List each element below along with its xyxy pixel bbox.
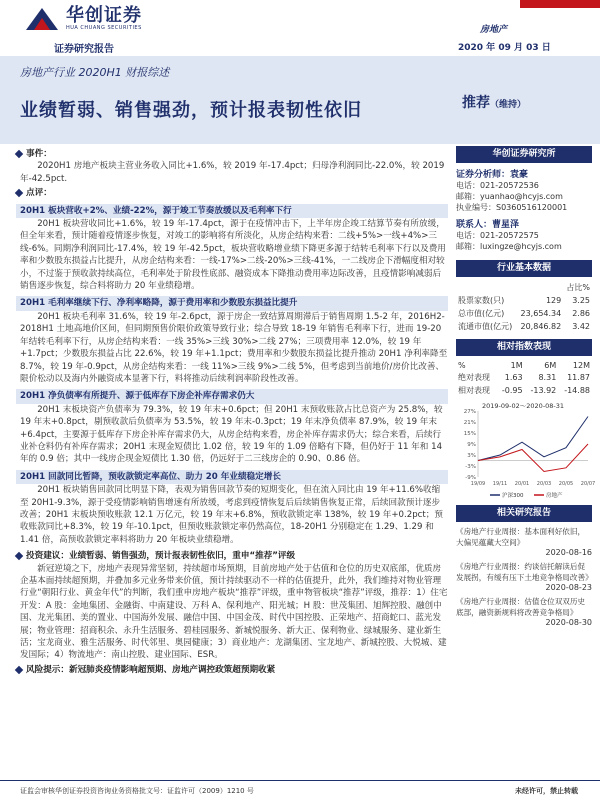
legend-label: 房地产 xyxy=(546,493,563,499)
footer-disclaimer: 证监会审核华创证券投资咨询业务资格批文号：证监许可（2009）1210 号 xyxy=(20,787,254,795)
rating-label xyxy=(462,92,526,112)
series-line-1 xyxy=(478,444,588,472)
relative-performance-chart xyxy=(456,401,596,499)
report-date: 2020 年 09 月 03 日 xyxy=(458,43,551,53)
page-footer xyxy=(0,780,600,800)
chart-caption: 2019-09-02～2020-08-31 xyxy=(482,402,565,410)
x-tick-label: 20/01 xyxy=(514,481,530,487)
perf-heading: 相对指数表现 xyxy=(456,339,592,356)
table-row: 绝对表现 1.63 8.31 11.87 xyxy=(458,373,590,382)
footer-copyright: 未经许可，禁止转载 xyxy=(515,787,578,795)
x-tick-label: 20/05 xyxy=(558,481,574,487)
report-type: 证券研究报告 xyxy=(54,44,114,55)
risk-line: 风险提示： 新冠肺炎疫情影响超预期、房地产调控政策超预期收紧 xyxy=(16,664,448,676)
x-tick-label: 20/03 xyxy=(536,481,552,487)
analyst-name: 袁豪 xyxy=(510,170,529,180)
y-tick-label: -3% xyxy=(465,464,476,470)
sidebar xyxy=(456,146,596,627)
report-subtitle: 房地产行业 2020H1 财报综述 xyxy=(20,66,170,79)
table-row: 股票家数(只) 129 3.25 xyxy=(458,296,590,305)
related-report-date: 2020-08-30 xyxy=(545,618,592,627)
table-row: 占比% xyxy=(566,283,590,292)
section-heading: 20H1 回款同比暂降，预收款锁定率高位、助力 20 年业绩稳定增长 xyxy=(16,470,448,484)
institute-heading: 华创证券研究所 xyxy=(456,146,592,163)
related-report-date: 2020-08-16 xyxy=(545,548,592,557)
risk-text: 新冠肺炎疫情影响超预期、房地产调控政策超预期收紧 xyxy=(68,664,276,675)
points-heading: 点评： xyxy=(16,187,448,199)
table-row: % 1M 6M 12M xyxy=(458,361,590,370)
section-text: 20H1 末板块资产负债率为 79.3%，较 19 年末+0.6pct；但 20H1 末预收账款占比总资产为 25.8%，较 19 年末+0.8pct，剔预收款后负债率为 53.5%，较 19 年末-0.3pct；19 年末净负债率 87.9%，较 19 年末+6.4pct，主要源于低库存下房企补库存需求仍大，从房企结构来看，房企补库存需求仍大；综合来看，后续行业补仓料仍有补库存需求；20H1 末现金短债比 1.02 倍，较 19 年的 1.09 倍略有下降，但仍好于 11 年和 14 年的 0.9 倍；其中一线房企现金短债比 1.30 倍，仍远好于二三线房企的 0.90、0.86 倍。 xyxy=(20,404,443,465)
section-heading: 20H1 板块营收+2%、业绩-22%，源于竣工节奏放缓以及毛利率下行 xyxy=(16,204,448,218)
logo-en-text: HUA CHUANG SECURITIES xyxy=(66,25,142,31)
contact-tel: 电话：021-20572575 xyxy=(456,231,539,240)
x-tick-label: 20/07 xyxy=(580,481,596,487)
company-logo xyxy=(24,6,142,32)
report-header xyxy=(0,0,600,60)
related-report-date: 2020-08-23 xyxy=(545,583,592,592)
y-tick-label: 3% xyxy=(467,453,476,459)
contact-email[interactable]: 邮箱：luxingze@hcyjs.com xyxy=(456,242,562,251)
sector-label: 房地产 xyxy=(480,25,508,35)
section-heading: 20H1 毛利率继续下行、净利率略降，源于费用率和少数股东损益比提升 xyxy=(16,296,448,310)
chart-svg xyxy=(456,401,596,501)
basic-data-heading: 行业基本数据 xyxy=(456,260,592,277)
related-report-link[interactable]: 《房地产行业周报：基本面利好依旧，大偏见蕴藏大空间》 xyxy=(456,527,586,547)
section-text: 20H1 板块毛利率 31.6%，较 19 年-2.6pct，源于房企一致结算周期滞后于销售周期 1.5-2 年，2016H2-2018H1 土地高地价区间，但同期预售价限价政策导致行业；综合导致 18-19 年销售毛利率下行，进而 19-20 年结转毛利率下行，从房企结构来看：一线 35%>三线 30%>二线 27%；三项费用率 12.0%，较 19 年+1.7pct；少数股东损益占比 22.6%，较 19 年+1.1pct；费用率和少数股东损益比提升推动 20H1 净利率降至 8.7%，较 19 年-0.9pct，从房企结构来看：一线 11%>三线 9%>二线 5%，但考虑到当前地价/房价比改善、限价松动以及海内外融资成本显著下行，料将推动后续利润率阶段性改善。 xyxy=(20,311,448,384)
perf-table xyxy=(456,360,592,397)
contact-name: 曹星泽 xyxy=(492,220,520,230)
advice-heading: 投资建议：业绩暂弱、销售强劲，预计报表韧性依旧，重申“推荐”评级 xyxy=(16,550,448,562)
analyst-tel: 电话：021-20572536 xyxy=(456,181,539,190)
report-title: 业绩暂弱、销售强劲，预计报表韧性依旧 xyxy=(20,100,362,121)
table-row: 相对表现 -0.95 -13.92 -14.88 xyxy=(458,386,590,395)
related-report-link[interactable]: 《房地产行业周报：估值仓位双双历史底部，融资新规料将改善竞争格局》 xyxy=(456,597,586,617)
analyst-email[interactable]: 邮箱：yuanhao@hcyjs.com xyxy=(456,192,563,201)
analyst-cert: 执业编号：S0360516120001 xyxy=(456,203,568,212)
section-text: 20H1 板块销售回款同比明显下降，表观为销售回款节奏的短期变化，但在流入同比由 19 年+11.6%收缩至 20H1-9.3%，源于受疫情影响销售增速有所放缓，考虑到疫情恢复后后续销售恢复正常，后续回款预计逐步改善；20H1 末板块预收账款 12.1 万亿元，较 19 年末+6.8%，预收款锁定率 138%，较 19 年+0.2pct；预收账款同比+8.3%，较 19 年-10.1pct，但预收账款锁定率仍然高位，18-20H1 分别稳定在 1.29、1.29 和 1.41 倍，高预收款锁定率料将助力 20 年板块业绩稳增。 xyxy=(20,485,443,545)
section-text: 20H1 板块营收同比+1.6%，较 19 年-17.4pct，源于在疫情冲击下，上半年房企竣工结算节奏有所放缓，但全年来看，预计随着疫情逐步恢复，对竣工的影响将有所淡化，从房企结构来看：二线+5%>一线+4%>三线-6%。同期净利润同比-17.4%，较 19 年-42.5pct，板块营收略增业绩下降更多源于结转毛利率下行以及费用率和少数股东损益占比提升，从房企结构来看：一线-17%>二线-20%>三线-41%，一二线房企下滑幅度相对较小，不过鉴于预收款持续高位，毛利率处于阶段性底部、融资成本下降推动费用率边际改善，且疫情影响减弱后销售逐步恢复，综合料将助力 20 年业绩稳增。 xyxy=(20,219,446,292)
bullet-icon xyxy=(15,552,23,560)
advice-text: 新冠逆境之下，房地产表现异常坚韧，持续超市场预期，目前房地产处于估值和仓位的历史双底部，优质房企基本面持续超预期，并叠加多元业务带来价值，预计持续驱动不一样的估值提升，此外，我们维持对物业管理行业“朝阳行业、黄金年代”的判断，我们重申房地产板块“推荐”评级，重申物管板块“推荐”评级，推荐：1）住宅开发：A 股：金地集团、金融街、中南建设、万科 A、保利地产、阳光城；H 股：世茂集团、旭辉控股、融创中国、龙光集团、美的置业、中国海外发展、融信中国、中国金茂、时代中国控股、正荣地产、招商蛇口、蓝光发展；物业管理：招商积余、永升生活服务、碧桂园服务、新城悦服务、新大正、保利物业、绿城服务、建业新生活；宝龙商业、雅生活服务、时代邻里、奥园健康；3）商业地产：龙湖集团、宝龙地产、新城控股、大悦城、建发国际；4）物流地产：南山控股、建业国际、ESR。 xyxy=(20,563,448,661)
y-tick-label: 21% xyxy=(463,420,476,426)
related-heading: 相关研究报告 xyxy=(456,505,592,522)
basic-data-table xyxy=(456,281,592,333)
y-tick-label: 15% xyxy=(463,431,476,437)
bullet-icon xyxy=(15,189,23,197)
related-report-link[interactable]: 《房地产行业周报：约谈信托解读后促发展拐，有缓有压下土地竞争格局改善》 xyxy=(456,562,593,582)
section-heading: 20H1 净负债率有所提升、源于低库存下房企补库存需求仍大 xyxy=(16,389,448,403)
x-tick-label: 19/09 xyxy=(470,481,486,487)
table-row: 流通市值(亿元) 20,846.82 3.42 xyxy=(458,322,590,331)
x-tick-label: 19/11 xyxy=(492,481,508,487)
y-tick-label: 9% xyxy=(467,442,476,448)
rating-sub: （维持） xyxy=(490,100,527,110)
analyst-line: 证券分析师：袁豪 xyxy=(456,170,529,180)
rating-value: 推荐 xyxy=(462,95,490,111)
event-text: 2020H1 房地产板块主营业务收入同比+1.6%，较 2019 年-17.4pct；归母净利润同比-22.0%，较 2019 年-42.5pct. xyxy=(20,161,445,184)
bullet-icon xyxy=(15,666,23,674)
main-content xyxy=(16,146,448,676)
contact-line: 联系人：曹星泽 xyxy=(456,220,520,230)
series-line-0 xyxy=(478,417,588,461)
table-row: 总市值(亿元) 23,654.34 2.86 xyxy=(458,309,590,318)
event-heading: 事件： xyxy=(16,148,448,160)
y-tick-label: -9% xyxy=(465,475,476,481)
y-tick-label: 27% xyxy=(463,409,476,415)
legend-label: 沪深300 xyxy=(502,493,524,499)
logo-icon xyxy=(24,6,60,32)
logo-cn-text: 华创证券 xyxy=(66,5,142,26)
header-accent-bar xyxy=(520,0,600,8)
bullet-icon xyxy=(15,150,23,158)
